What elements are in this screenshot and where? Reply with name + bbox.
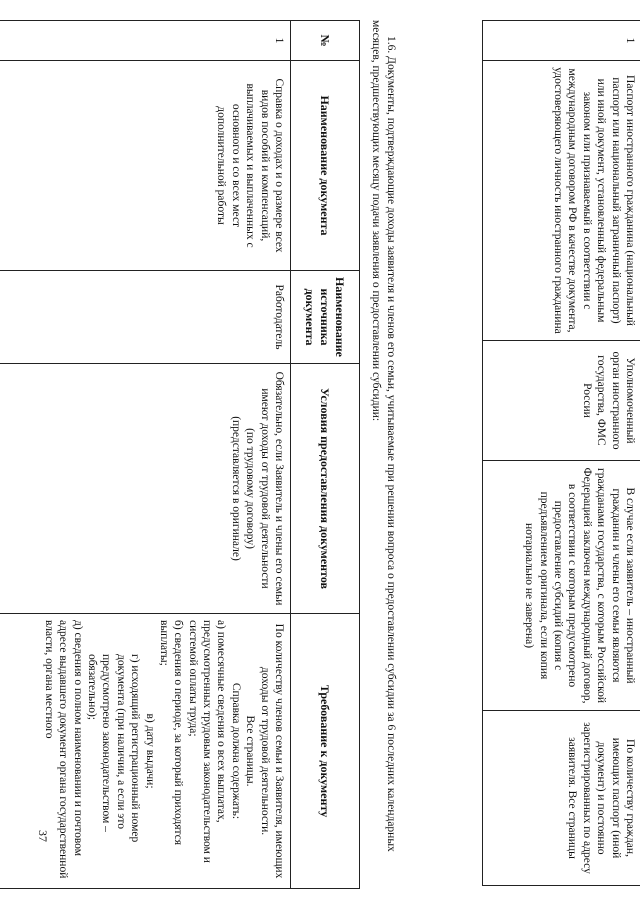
document-name: Паспорт иностранного гражданина (национальный паспорт или национальный заграничный паспорт) или иной документ, установленный федеральным законом или признаваемый в соответствии с международным договором РФ в качестве документа, удостоверяющего личность иностранного гражданина (483, 61, 640, 341)
income-documents-table (0, 20, 360, 889)
conditions-contract: (по трудовому договору) (244, 428, 257, 549)
document-name: Справка о доходах и о размере всех видов пособий и компенсаций, выплачиваемых и выплаченных с основного и со всех мест дополнительной работы (0, 61, 291, 271)
header-name: Наименование документа (291, 61, 360, 271)
document-requirements: По количеству граждан, имеющих паспорт (иной документ) и постоянно зарегистрированных по адресу заявителя. Все страницы (483, 711, 640, 886)
req-item-b: б) сведения о периоде, за который приходятся выплаты; (158, 620, 185, 846)
req-pages: Все страницы. (244, 715, 257, 787)
page-number: 37 (36, 830, 50, 842)
row-number: 1 (483, 21, 640, 61)
section-note: 1.6. Документы, подтверждающие доходы заявителя и членов его семьи, учитываемые при решении вопроса о предоставлении субсидии за 6 последних календарных месяцев, предшествующих месяцу подачи заявления о предоставлении субсидии: (370, 20, 397, 852)
row-number: 1 (0, 21, 291, 61)
document-conditions: В случае если заявитель – иностранный гражданин и члены его семьи являются гражданами государства, с которым Российской Федерацией заключен международный договор, в соответствии с которым предусмотрено предоставление субсидий (копия с предъявлением оригинала, если копия нотариально не заверена) (483, 461, 640, 711)
req-contents: Справка должна содержать: (229, 682, 242, 820)
conditions-main: Обязательно, если Заявитель и члены его семьи имеют доходы от трудовой деятельности (258, 371, 285, 606)
conditions-original: (представляется в оригинале) (229, 416, 242, 561)
header-requirements: Требование к документу (291, 614, 360, 889)
header-source: Наименование источника документа (291, 271, 360, 364)
req-item-a: а) помесячные сведения о всех выплатах, предусмотренных трудовым законодательством и системой оплаты труда; (186, 620, 228, 863)
document-requirements (0, 614, 291, 889)
passport-table (482, 20, 640, 886)
header-number: № (291, 21, 360, 61)
document-source: Уполномоченный орган иностранного государства, ФМС России (483, 341, 640, 461)
req-item-v: в) дату выдачи; (143, 713, 156, 789)
header-conditions: Условия предоставления документов (291, 364, 360, 614)
table-header-row (291, 21, 360, 889)
document-source: Работодатель (0, 271, 291, 364)
req-item-g: г) исходящий регистрационный номер документа (при наличии, а если это предусмотрено законодательством – обязательно); (86, 654, 142, 843)
req-count: По количеству членов семьи и Заявителя, имеющих доходы от трудовой деятельности. (258, 623, 285, 879)
table-row (483, 21, 640, 886)
table-row (0, 21, 291, 889)
document-conditions (0, 364, 291, 614)
req-item-d: д) сведения о полном наименовании и почтовом адресе выдавшего документ органа государственной власти, органа местного (43, 620, 84, 879)
